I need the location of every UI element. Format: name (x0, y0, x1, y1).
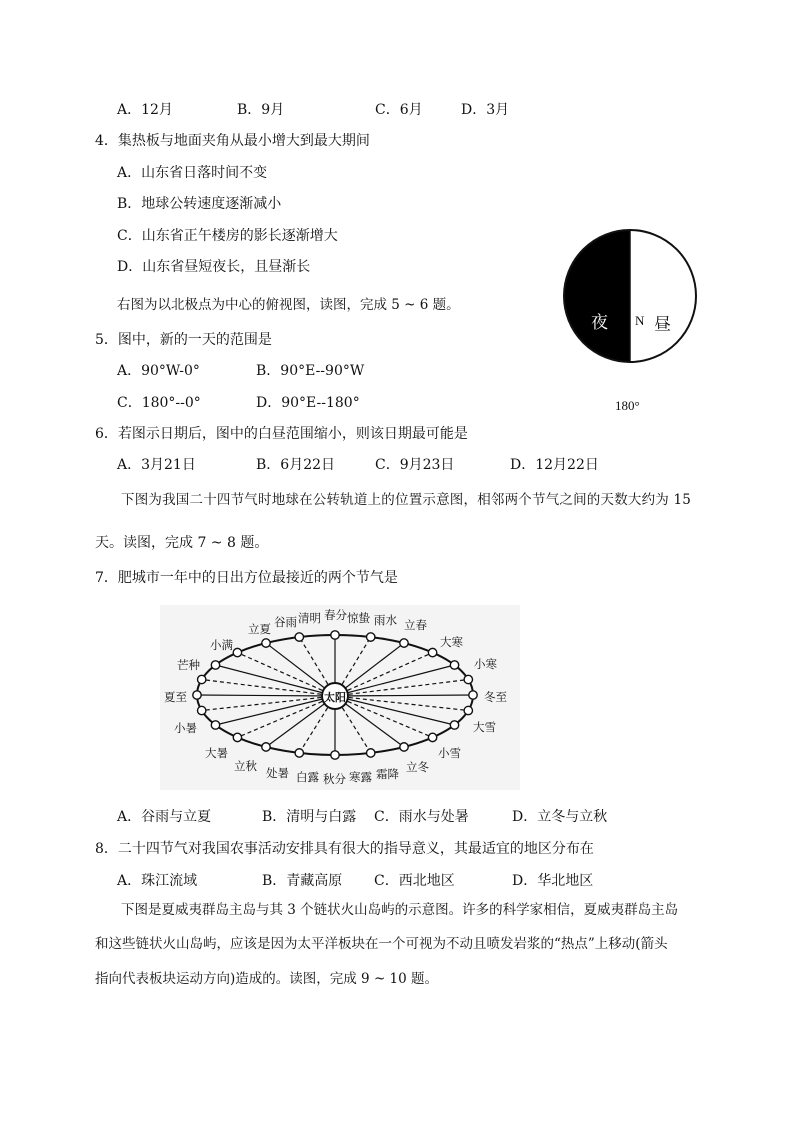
q4-option-d: D．山东省昼短夜长，且昼渐长 (117, 259, 311, 275)
earth-position-marker (295, 749, 303, 757)
polar-view-figure (560, 225, 705, 415)
term-qingming: 清明 (298, 611, 321, 625)
night-label: 夜 (591, 313, 608, 332)
intro-9-10-line1: 下图是夏威夷群岛主岛与其 3 个链状火山岛屿的示意图。许多的科学家相信，夏威夷群岛主岛 (121, 902, 679, 918)
intro-7-8-line2: 天。读图，完成 7 ~ 8 题。 (95, 535, 269, 551)
intro-7-8-line1: 下图为我国二十四节气时地球在公转轨道上的位置示意图，相邻两个节气之间的天数大约为 15 (121, 492, 692, 508)
term-dashu: 大暑 (205, 746, 228, 760)
earth-position-marker (211, 661, 219, 669)
term-yushui: 雨水 (374, 613, 397, 627)
earth-position-marker (193, 691, 201, 699)
term-lichun: 立春 (404, 618, 427, 632)
q7-stem: 7．肥城市一年中的日出方位最接近的两个节气是 (95, 570, 398, 586)
term-qiufen: 秋分 (323, 772, 346, 786)
q4-option-b: B．地球公转速度逐渐减小 (117, 196, 282, 212)
q6-option-d: D．12月22日 (510, 457, 599, 473)
earth-position-marker (469, 691, 477, 699)
earth-position-marker (262, 743, 270, 751)
earth-position-marker (198, 706, 206, 714)
day-label: 昼 (654, 315, 671, 334)
term-xiazhi: 夏至 (164, 690, 187, 704)
earth-position-marker (367, 633, 375, 641)
term-xiaoshu: 小暑 (174, 721, 197, 735)
earth-position-marker (428, 648, 436, 656)
intro-5-6: 右图为以北极点为中心的俯视图，读图，完成 5 ~ 6 题。 (117, 297, 460, 313)
q7-option-a: A．谷雨与立夏 (117, 809, 212, 825)
q5-option-b: B．90°E--90°W (256, 363, 365, 379)
earth-position-marker (262, 639, 270, 647)
term-dahan: 大寒 (440, 635, 463, 649)
earth-position-marker (331, 631, 339, 639)
earth-position-marker (331, 751, 339, 759)
term-xiaohan: 小寒 (474, 657, 497, 671)
earth-position-marker (211, 721, 219, 729)
pole-label: N (635, 313, 645, 328)
q3-option-d: D．3月 (461, 102, 510, 118)
term-xiaoxue: 小雪 (438, 746, 461, 760)
q6-stem: 6．若图示日期后，图中的白昼范围缩小，则该日期最可能是 (95, 426, 468, 442)
q8-option-c: C．西北地区 (374, 873, 455, 889)
term-mangzhong: 芒种 (177, 658, 200, 672)
term-chushu: 处暑 (266, 766, 289, 780)
q8-stem: 8．二十四节气对我国农事活动安排具有很大的指导意义，其最适宜的地区分布在 (95, 841, 594, 857)
term-xiaoman: 小满 (210, 638, 233, 652)
earth-position-marker (464, 706, 472, 714)
q7-option-b: B．清明与白露 (262, 809, 357, 825)
earth-position-marker (233, 648, 241, 656)
earth-position-marker (295, 633, 303, 641)
q8-option-d: D．华北地区 (512, 873, 594, 889)
night-half (564, 230, 630, 362)
term-shuangjiang: 霜降 (376, 767, 399, 781)
earth-position-marker (464, 675, 472, 683)
term-guyu: 谷雨 (274, 615, 297, 629)
meridian-180-label: 180° (615, 398, 640, 413)
term-daxue: 大雪 (473, 720, 496, 734)
intro-9-10-line2: 和这些链状火山岛屿，应该是因为太平洋板块在一个可视为不动且喷发岩浆的“热点”上移动(箭头 (95, 936, 668, 952)
q4-option-c: C．山东省正午楼房的影长逐渐增大 (117, 228, 338, 244)
q5-option-d: D．90°E--180° (256, 395, 360, 411)
q3-option-c: C．6月 (375, 102, 423, 118)
term-jingzhe: 惊蛰 (347, 611, 370, 625)
q3-option-a: A．12月 (117, 102, 173, 118)
term-liqiu: 立秋 (234, 759, 257, 773)
earth-position-marker (233, 733, 241, 741)
earth-position-marker (367, 749, 375, 757)
earth-position-marker (450, 721, 458, 729)
sun-label: 太阳 (324, 691, 346, 704)
q8-option-b: B．青藏高原 (262, 873, 343, 889)
term-dongzhi: 冬至 (484, 690, 507, 704)
earth-position-marker (400, 743, 408, 751)
term-hanlu: 寒露 (349, 770, 372, 784)
q8-option-a: A．珠江流域 (117, 873, 198, 889)
term-bailu: 白露 (296, 770, 319, 784)
earth-position-marker (400, 639, 408, 647)
term-chunfen: 春分 (324, 608, 347, 622)
earth-position-marker (450, 661, 458, 669)
q5-stem: 5．图中，新的一天的范围是 (95, 332, 272, 348)
q6-option-b: B．6月22日 (256, 457, 336, 473)
earth-position-marker (428, 733, 436, 741)
term-lixia: 立夏 (248, 622, 271, 636)
q7-option-d: D．立冬与立秋 (512, 809, 608, 825)
earth-position-marker (198, 675, 206, 683)
term-lidong: 立冬 (406, 760, 429, 774)
q7-option-c: C．雨水与处暑 (374, 809, 469, 825)
q5-option-a: A．90°W-0° (117, 363, 200, 379)
intro-9-10-line3: 指向代表板块运动方向)造成的。读图，完成 9 ~ 10 题。 (95, 971, 439, 987)
q3-option-b: B．9月 (237, 102, 285, 118)
q6-option-a: A．3月21日 (117, 457, 196, 473)
q5-option-c: C．180°--0° (117, 395, 201, 411)
q4-option-a: A．山东省日落时间不变 (117, 165, 268, 181)
q4-stem: 4．集热板与地面夹角从最小增大到最大期间 (95, 133, 370, 149)
q6-option-c: C．9月23日 (375, 457, 455, 473)
solar-terms-orbit-figure (160, 605, 520, 790)
